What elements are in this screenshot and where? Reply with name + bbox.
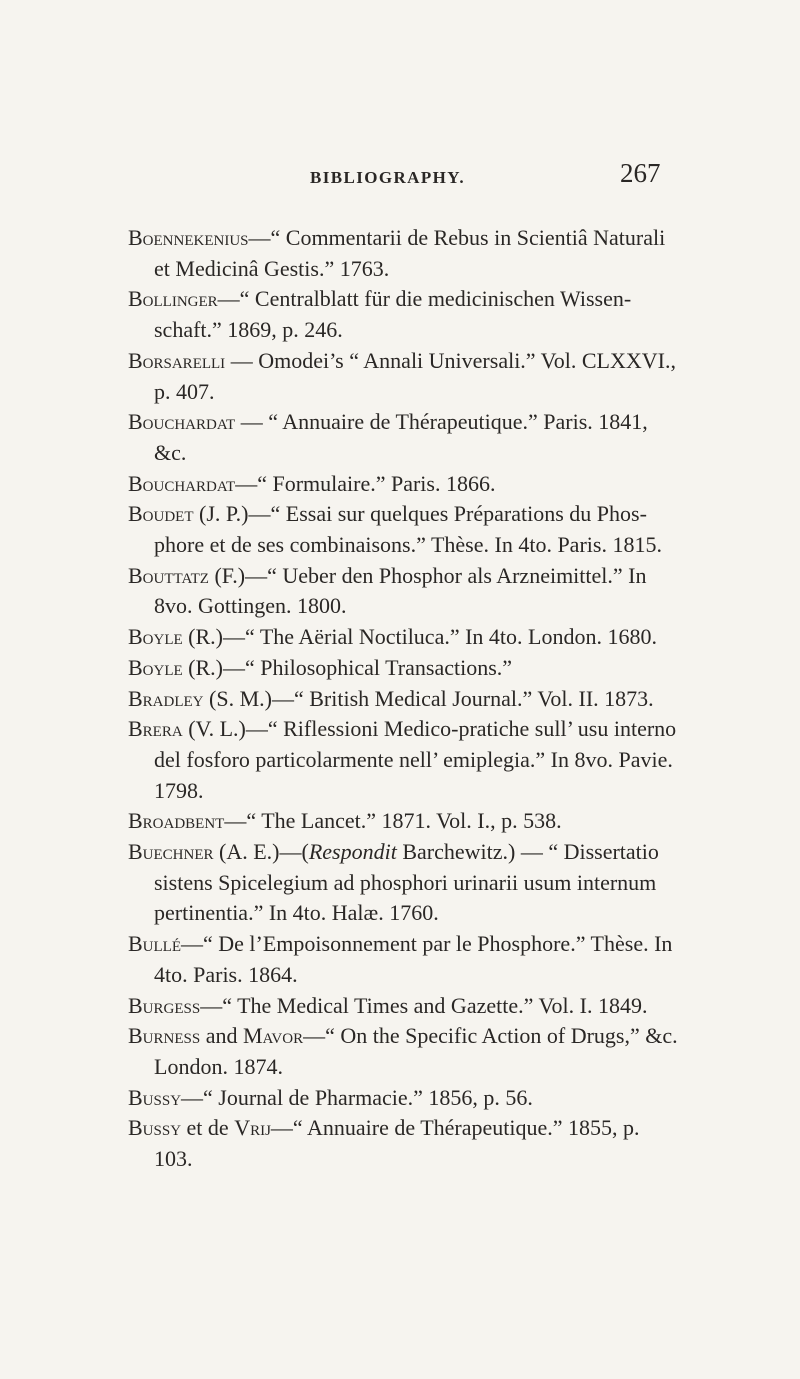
entry-author: Bussy: [128, 1115, 182, 1141]
entry-text: (V. L.)—“ Riflessioni Medico-pratiche sull’ usu interno del fosforo particolarmente nell’ emiplegia.” In 8vo. Pavie. 1798.: [154, 716, 677, 803]
entry-coauthor: Mavor: [242, 1023, 304, 1049]
bibliography-entry: [128, 991, 680, 1022]
bibliography-entry: [128, 653, 680, 684]
entry-text: —“ The Medical Times and Gazette.” Vol. I. 1849.: [200, 992, 648, 1018]
bibliography-entry: [128, 806, 680, 837]
entry-text: —“ Centralblatt für die medicinischen Wissen- schaft.” 1869, p. 246.: [154, 286, 632, 343]
entry-text-continued: —“ Annuaire de Thérapeutique.” 1855, p. 103.: [154, 1115, 640, 1172]
entry-author: Burness: [128, 1023, 201, 1049]
entry-author: Bradley: [128, 685, 204, 711]
entry-text: —“ De l’Empoisonnement par le Phosphore.” Thèse. In 4to. Paris. 1864.: [154, 931, 673, 987]
entry-text: (R.)—“ Philosophical Transactions.”: [182, 654, 513, 680]
entry-author: Bussy: [128, 1084, 182, 1110]
bibliography-entry: [128, 346, 680, 407]
bibliography-entry: [128, 1083, 680, 1114]
bibliography-entry: [128, 284, 680, 345]
entry-author: Bouchardat: [128, 470, 236, 496]
bibliography-entry: [128, 1113, 680, 1174]
bibliography-entry: [128, 837, 680, 929]
entry-text: and: [200, 1023, 243, 1049]
bibliography-entry: [128, 561, 680, 622]
entry-text: et de: [181, 1115, 235, 1141]
entry-text: (R.)—“ The Aërial Noctiluca.” In 4to. London. 1680.: [182, 624, 657, 650]
entry-author: Brera: [128, 716, 183, 742]
entry-coauthor: Vrij: [234, 1115, 271, 1141]
entry-text: —“ Commentarii de Rebus in Scientiâ Naturali et Medicinâ Gestis.” 1763.: [154, 225, 666, 281]
entry-text: —“ The Lancet.” 1871. Vol. I., p. 538.: [224, 808, 562, 834]
entry-author: Buechner: [128, 839, 214, 865]
running-head: BIBLIOGRAPHY.: [310, 168, 466, 187]
bibliography-entry: [128, 407, 680, 468]
entry-text: (S. M.)—“ British Medical Journal.” Vol. II. 1873.: [203, 685, 654, 711]
entry-author: Boudet: [128, 501, 194, 527]
bibliography-entry: [128, 929, 680, 990]
bibliography-entry: [128, 1021, 680, 1082]
entry-author: Bullé: [128, 931, 181, 957]
entry-text: (A. E.)—(: [213, 839, 309, 865]
entry-author: Boyle: [128, 624, 183, 650]
entry-author: Burgess: [128, 992, 201, 1018]
entry-text: (F.)—“ Ueber den Phosphor als Arzneimittel.” In 8vo. Gottingen. 1800.: [154, 562, 647, 619]
entry-text: —“ Journal de Pharmacie.” 1856, p. 56.: [181, 1084, 533, 1110]
bibliography-entry: [128, 714, 680, 806]
page-number: 267: [620, 158, 661, 188]
entry-author: Boennekenius: [128, 225, 249, 250]
entry-text-continued: Barchewitz.) — “ Dissertatio sistens Spicelegium ad phosphori urinarii usum internum pertinentia.” In 4to. Halæ. 1760.: [154, 839, 659, 926]
bibliography-entry: [128, 223, 680, 284]
entry-text: (J. P.)—“ Essai sur quelques Préparations du Phos- phore et de ses combinaisons.” Thèse. In 4to. Paris. 1815.: [154, 501, 662, 558]
entry-author: Bollinger: [128, 286, 218, 312]
entry-text-continued: —“ On the Specific Action of Drugs,” &c. London. 1874.: [154, 1023, 678, 1079]
bibliography-entry: [128, 622, 680, 653]
entry-author: Bouchardat: [128, 409, 236, 435]
bibliography-list: [128, 223, 680, 1175]
bibliography-entry: [128, 684, 680, 715]
entry-author: Broadbent: [128, 808, 225, 834]
bibliography-entry: [128, 469, 680, 500]
entry-author: Boyle: [128, 654, 183, 680]
bibliography-entry: [128, 499, 680, 560]
entry-text: — “ Annuaire de Thérapeutique.” Paris. 1841, &c.: [154, 409, 648, 465]
entry-text: —“ Formulaire.” Paris. 1866.: [235, 470, 496, 496]
entry-text: — Omodei’s “ Annali Universali.” Vol. CLXXVI., p. 407.: [154, 347, 676, 404]
entry-italic-text: Respondit: [308, 839, 397, 865]
entry-author: Bouttatz: [128, 562, 209, 588]
entry-author: Borsarelli: [128, 347, 226, 373]
